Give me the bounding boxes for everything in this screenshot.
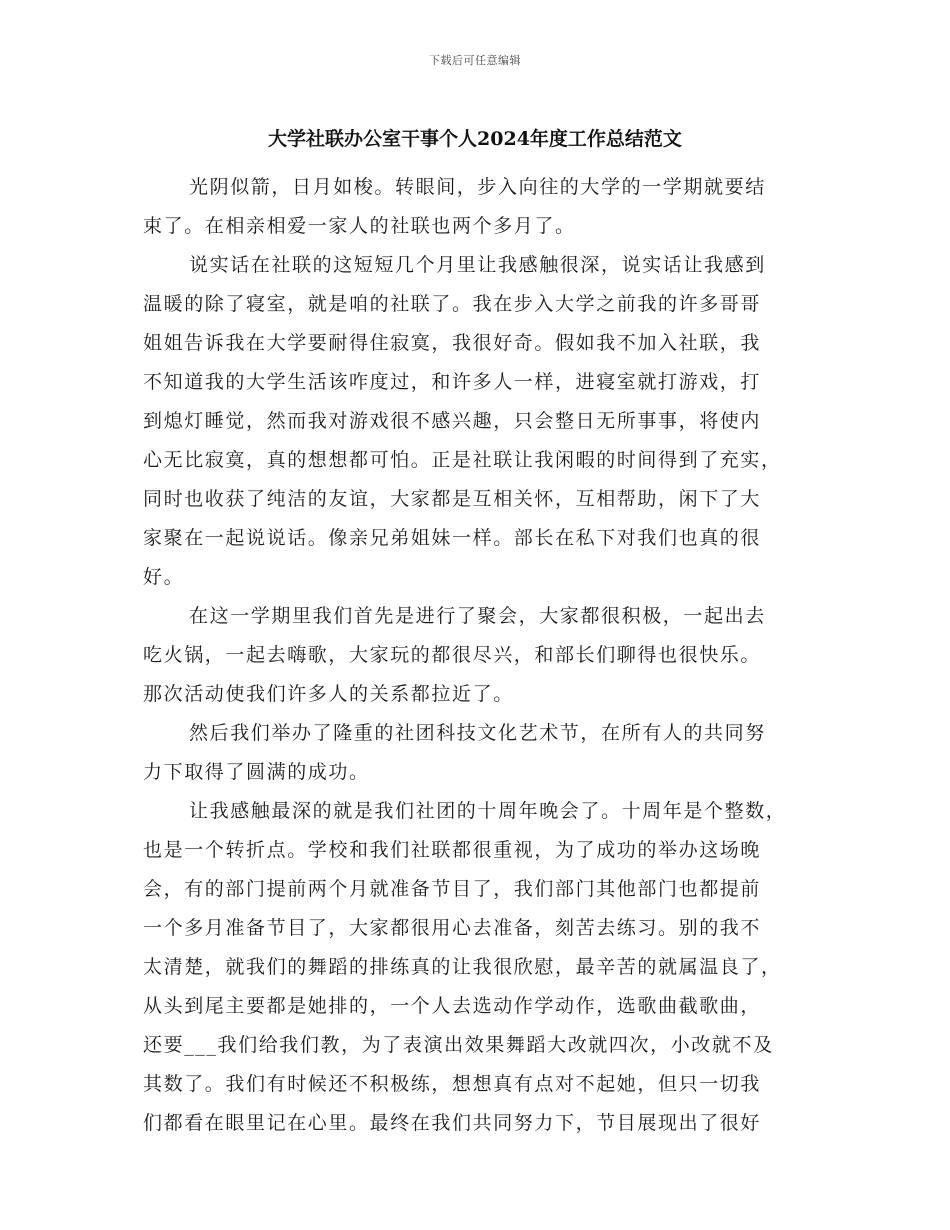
text-line: 那次活动使我们许多人的关系都拉近了。 [143, 683, 514, 705]
text-line: 不知道我的大学生活该咋度过，和许多人一样，进寝室就打游戏，打 [143, 371, 762, 393]
text-line: 到熄灯睡觉，然而我对游戏很不感兴趣，只会整日无所事事，将使内 [143, 410, 762, 432]
text-line: 吃火锅，一起去嗨歌，大家玩的都很尽兴，和部长们聊得也很快乐。 [143, 644, 762, 666]
document-title: 大学社联办公室干事个人2024年度工作总结范文 [268, 128, 682, 150]
text-line: 同时也收获了纯洁的友谊，大家都是互相关怀，互相帮助，闲下了大 [143, 488, 762, 510]
text-line: 让我感触最深的就是我们社团的十周年晚会了。十周年是个整数， [189, 800, 787, 822]
text-line: 太清楚，就我们的舞蹈的排练真的让我很欣慰，最辛苦的就属温良了， [143, 956, 782, 978]
text-line: 好。 [143, 566, 185, 588]
text-line: 还要___我们给我们教，为了表演出效果舞蹈大改就四次，小改就不及 [143, 1034, 774, 1056]
text-line: 们都看在眼里记在心里。最终在我们共同努力下，节目展现出了很好 [143, 1112, 762, 1134]
text-line: 说实话在社联的这短短几个月里让我感触很深，说实话让我感到 [189, 254, 766, 276]
text-line: 光阴似箭，日月如梭。转眼间，步入向往的大学的一学期就要结 [189, 176, 766, 198]
text-line: 束了。在相亲相爱一家人的社联也两个多月了。 [143, 215, 576, 237]
text-line: 在这一学期里我们首先是进行了聚会，大家都很积极，一起出去 [189, 605, 766, 627]
text-line: 姐姐告诉我在大学要耐得住寂寞，我很好奇。假如我不加入社联，我 [143, 332, 762, 354]
text-line: 家聚在一起说说话。像亲兄弟姐妹一样。部长在私下对我们也真的很 [143, 527, 762, 549]
text-line: 其数了。我们有时候还不积极练，想想真有点对不起她，但只一切我 [143, 1073, 762, 1095]
text-line: 也是一个转折点。学校和我们社联都很重视，为了成功的举办这场晚 [143, 839, 762, 861]
text-line: 力下取得了圆满的成功。 [143, 761, 370, 783]
text-line: 一个多月准备节目了，大家都很用心去准备，刻苦去练习。别的我不 [143, 917, 762, 939]
header-note: 下载后可任意编辑 [429, 54, 521, 67]
text-line: 心无比寂寞，真的想想都可怕。正是社联让我闲暇的时间得到了充实， [143, 449, 782, 471]
text-line: 会，有的部门提前两个月就准备节目了，我们部门其他部门也都提前 [143, 878, 762, 900]
text-line: 然后我们举办了隆重的社团科技文化艺术节，在所有人的共同努 [189, 722, 766, 744]
text-line: 从头到尾主要都是她排的，一个人去选动作学动作，选歌曲截歌曲， [143, 995, 762, 1017]
document-body [143, 168, 823, 1143]
text-line: 温暖的除了寝室，就是咱的社联了。我在步入大学之前我的许多哥哥 [143, 293, 762, 315]
